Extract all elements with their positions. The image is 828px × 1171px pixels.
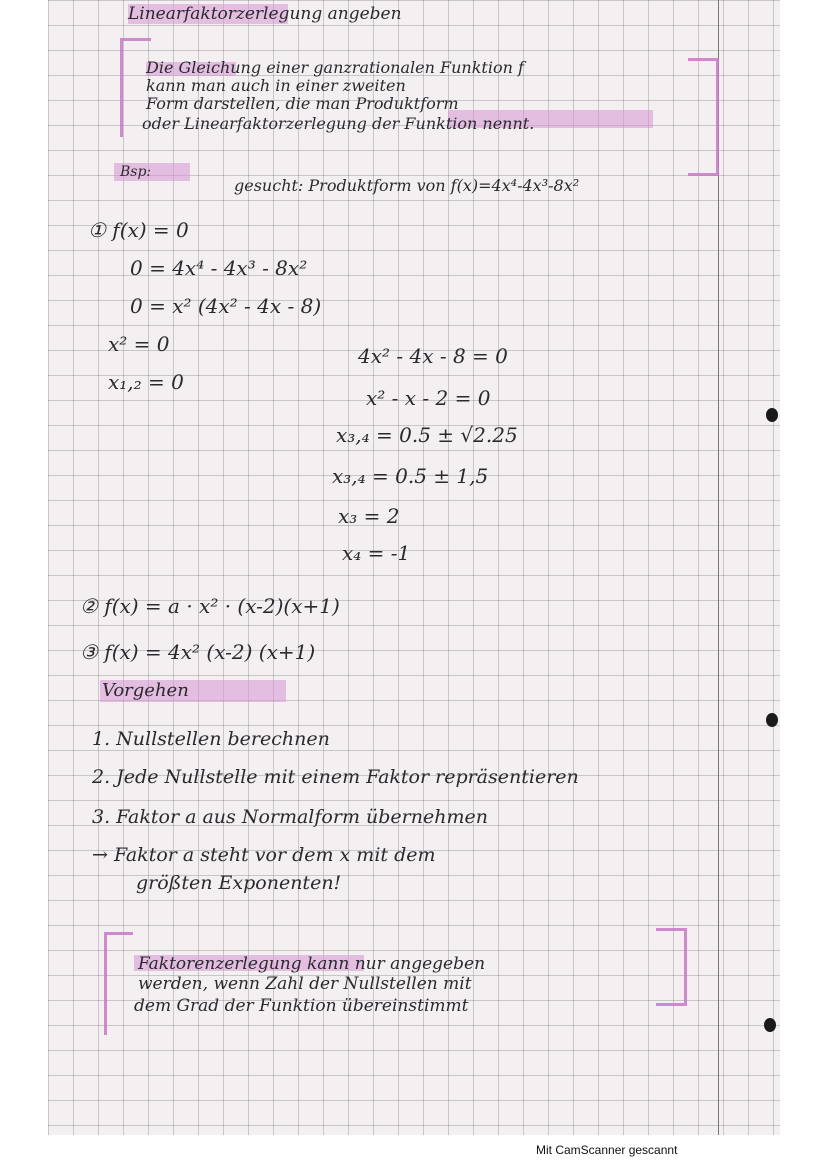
- equation-7: x₃,₄ = 0.5 ± √2.25: [336, 423, 518, 447]
- equation-9: x₃ = 2: [338, 504, 400, 528]
- procedure-note-1: → Faktor a steht vor dem x mit dem: [92, 844, 436, 866]
- step-2: ② f(x) = a · x² · (x-2)(x+1): [80, 594, 340, 618]
- binder-hole: [766, 713, 778, 727]
- procedure-item-1: 1. Nullstellen berechnen: [92, 728, 330, 750]
- procedure-item-3: 3. Faktor a aus Normalform übernehmen: [92, 806, 488, 828]
- equation-10: x₄ = -1: [342, 541, 411, 565]
- intro-line-2: kann man auch in einer zweiten: [146, 76, 406, 95]
- equation-4: x₁,₂ = 0: [108, 370, 184, 394]
- equation-3: x² = 0: [108, 332, 170, 356]
- procedure-note-2: größten Exponenten!: [136, 872, 342, 894]
- equation-1: 0 = 4x⁴ - 4x³ - 8x²: [130, 256, 308, 280]
- notebook-page: [48, 0, 780, 1135]
- step-1: ① f(x) = 0: [88, 218, 189, 242]
- intro-line-1: Die Gleichung einer ganzrationalen Funktion f: [146, 58, 524, 77]
- remark-bracket-left: [104, 932, 133, 1035]
- remark-line-3: dem Grad der Funktion übereinstimmt: [134, 996, 469, 1016]
- equation-5: 4x² - 4x - 8 = 0: [358, 344, 508, 368]
- equation-8: x₃,₄ = 0.5 ± 1,5: [332, 464, 489, 488]
- procedure-item-2: 2. Jede Nullstelle mit einem Faktor repräsentieren: [92, 766, 579, 788]
- remark-line-2: werden, wenn Zahl der Nullstellen mit: [138, 974, 472, 994]
- procedure-heading: Vorgehen: [102, 680, 189, 701]
- intro-line-3: Form darstellen, die man Produktform: [146, 94, 459, 113]
- intro-line-4: oder Linearfaktorzerlegung der Funktion nennt.: [142, 114, 535, 133]
- page-title: Linearfaktorzerlegung angeben: [128, 4, 402, 24]
- equation-6: x² - x - 2 = 0: [366, 386, 491, 410]
- binder-hole: [766, 408, 778, 422]
- binder-hole: [764, 1018, 776, 1032]
- remark-line-1: Faktorenzerlegung kann nur angegeben: [138, 954, 486, 974]
- equation-2: 0 = x² (4x² - 4x - 8): [130, 294, 322, 318]
- example-label: Bsp:: [120, 164, 152, 180]
- intro-bracket-right: [688, 58, 719, 176]
- scanner-watermark: Mit CamScanner gescannt: [536, 1143, 678, 1157]
- example-task: gesucht: Produktform von f(x)=4x⁴-4x³-8x²: [234, 176, 580, 195]
- step-3: ③ f(x) = 4x² (x-2) (x+1): [80, 640, 316, 664]
- remark-bracket-right: [656, 928, 687, 1006]
